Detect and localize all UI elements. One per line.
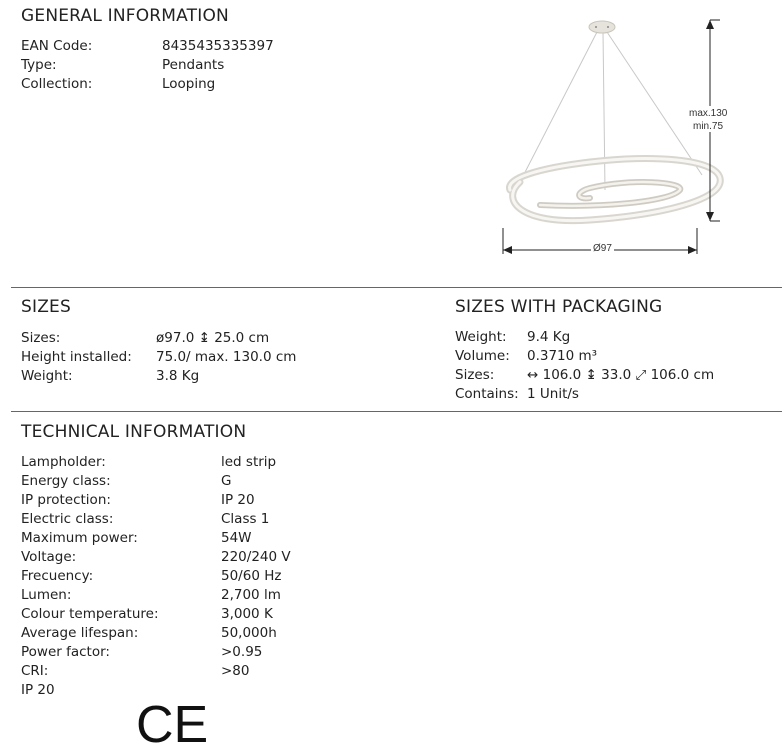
packaging-table <box>455 328 775 408</box>
cri-value: >80 <box>221 663 250 679</box>
ean-code-value: 8435435335397 <box>162 38 274 54</box>
lampholder-value: led strip <box>221 454 277 470</box>
ip-rating-label: IP 20 <box>21 682 55 698</box>
canopy-screw-left <box>595 26 597 28</box>
height-installed-value: 75.0/ max. 130.0 cm <box>156 349 297 365</box>
packaging-weight-label: Weight: <box>455 329 507 345</box>
packaging-volume-value: 0.3710 m³ <box>527 348 598 364</box>
product-dimension-drawing <box>480 10 770 265</box>
power-factor-label: Power factor: <box>21 644 110 660</box>
suspension-wire-center <box>603 32 605 190</box>
ip-protection-value: IP 20 <box>221 492 255 508</box>
packaging-weight-value: 9.4 Kg <box>527 329 571 345</box>
ip-protection-label: IP protection: <box>21 492 111 508</box>
energy-class-label: Energy class: <box>21 473 111 489</box>
collection-value: Looping <box>162 76 216 92</box>
sizes-table <box>21 329 421 389</box>
sizes-label: Sizes: <box>21 330 61 346</box>
frequency-value: 50/60 Hz <box>221 568 282 584</box>
height-min-label: min.75 <box>693 121 724 132</box>
average-lifespan-value: 50,000h <box>221 625 277 641</box>
looping-ring-lamp <box>510 159 721 221</box>
sizes-title: SIZES <box>21 297 71 317</box>
ean-code-label: EAN Code: <box>21 38 93 54</box>
technical-information-title: TECHNICAL INFORMATION <box>21 422 247 442</box>
electric-class-label: Electric class: <box>21 511 114 527</box>
general-information-table <box>21 37 421 97</box>
colour-temperature-value: 3,000 K <box>221 606 273 622</box>
ce-mark-icon: CE <box>136 696 209 754</box>
technical-information-table <box>21 453 441 703</box>
lampholder-label: Lampholder: <box>21 454 106 470</box>
divider-middle <box>11 411 782 412</box>
lumen-value: 2,700 lm <box>221 587 281 603</box>
lumen-label: Lumen: <box>21 587 72 603</box>
weight-value: 3.8 Kg <box>156 368 200 384</box>
frequency-label: Frecuency: <box>21 568 94 584</box>
maximum-power-value: 54W <box>221 530 252 546</box>
type-value: Pendants <box>162 57 225 73</box>
ceiling-canopy <box>589 21 615 33</box>
maximum-power-label: Maximum power: <box>21 530 138 546</box>
packaging-sizes-value: ↔ 106.0 ↨ 33.0 ⤢ 106.0 cm <box>527 367 715 383</box>
sizes-value: ø97.0 ↨ 25.0 cm <box>156 330 270 346</box>
diameter-label: Ø97 <box>593 243 612 254</box>
packaging-contains-label: Contains: <box>455 386 519 402</box>
packaging-contains-value: 1 Unit/s <box>527 386 579 402</box>
voltage-value: 220/240 V <box>221 549 291 565</box>
packaging-volume-label: Volume: <box>455 348 510 364</box>
energy-class-value: G <box>221 473 232 489</box>
average-lifespan-label: Average lifespan: <box>21 625 139 641</box>
collection-label: Collection: <box>21 76 93 92</box>
voltage-label: Voltage: <box>21 549 77 565</box>
packaging-sizes-label: Sizes: <box>455 367 495 383</box>
canopy-screw-right <box>607 26 609 28</box>
electric-class-value: Class 1 <box>221 511 270 527</box>
type-label: Type: <box>21 57 57 73</box>
suspension-wire-right <box>607 32 702 175</box>
divider-top <box>11 287 782 288</box>
power-factor-value: >0.95 <box>221 644 263 660</box>
height-max-label: max.130 <box>689 108 728 119</box>
height-installed-label: Height installed: <box>21 349 132 365</box>
weight-label: Weight: <box>21 368 73 384</box>
cri-label: CRI: <box>21 663 49 679</box>
general-information-title: GENERAL INFORMATION <box>21 6 229 26</box>
colour-temperature-label: Colour temperature: <box>21 606 159 622</box>
packaging-title: SIZES WITH PACKAGING <box>455 297 663 317</box>
